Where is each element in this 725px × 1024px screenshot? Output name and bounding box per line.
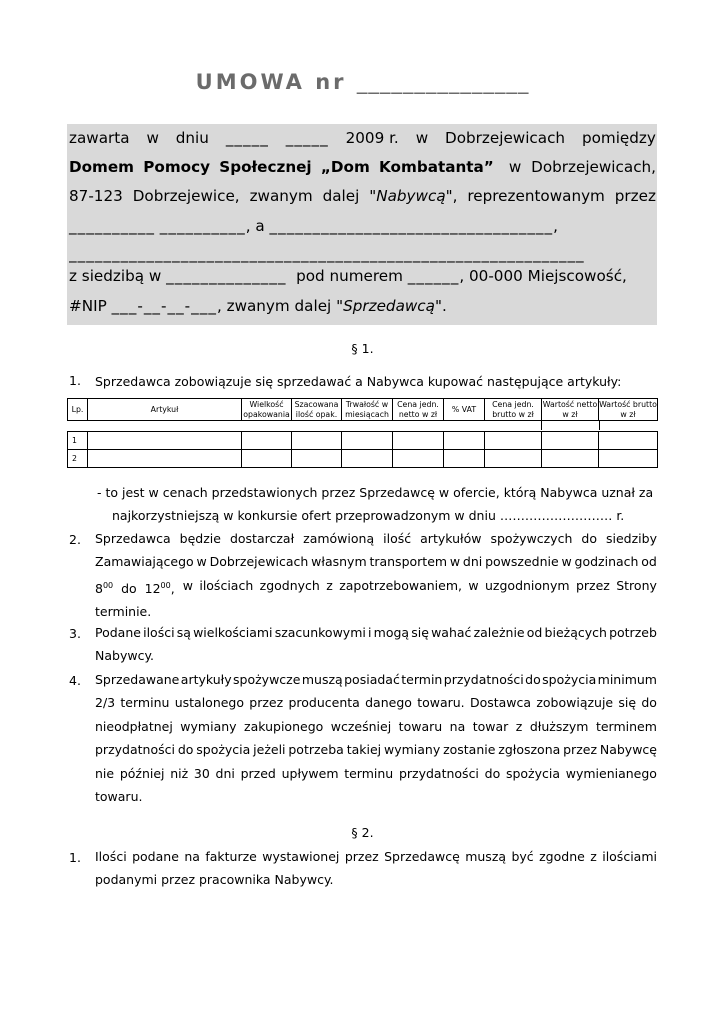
item-4-word: upływem	[281, 765, 339, 781]
item-4-line	[95, 691, 657, 714]
item-4-word: zostanie	[443, 742, 496, 758]
unit-net-price-cell[interactable]	[393, 450, 444, 468]
item-3-word: wielkościami	[193, 625, 273, 640]
intro-line-1-word: w	[415, 129, 429, 147]
item-4-word: 30	[193, 765, 210, 781]
item-4-word: do	[484, 765, 501, 781]
intro-line-1-word: dniu	[175, 129, 209, 147]
row-lp: 1	[68, 432, 88, 450]
intro-line-3-word: "Nabywcą",	[369, 187, 458, 205]
seller-name-blank: _________________________________	[269, 217, 554, 235]
item-2-word: uzgodnionym	[485, 577, 570, 593]
item-4-word: takiej	[346, 742, 382, 758]
intro-line-3-word: reprezentowanym	[467, 187, 605, 205]
unit-gross-price-cell[interactable]	[485, 432, 542, 450]
intro-line-1-word: zawarta	[69, 129, 130, 147]
row-lp: 2	[68, 450, 88, 468]
item-4-word: 2/3	[95, 695, 116, 711]
item-4-word: przed	[240, 765, 276, 781]
item-2-last: terminie.	[95, 604, 152, 620]
table-row	[68, 432, 658, 450]
s2-item-1-word: zgodne	[539, 849, 585, 864]
s2-item-1-word: Ilości	[95, 849, 127, 864]
item-2-line-3-rest	[183, 574, 657, 601]
item-2-line	[95, 574, 657, 601]
item-3-word: wahać	[431, 625, 472, 640]
s2-item-1-word: Sprzedawcę	[384, 849, 460, 864]
s2-item-1-word: wystawionej	[262, 849, 340, 864]
header-net-value: Wartość netto w zł	[542, 399, 598, 419]
item-4-word: towaru	[398, 718, 443, 734]
item-4-word: terminem	[595, 718, 657, 734]
estimated-qty-cell[interactable]	[292, 450, 342, 468]
item-4-line	[95, 668, 657, 691]
intro-line-1-word: _____	[225, 129, 269, 147]
nip-label: #NIP	[69, 297, 107, 315]
item-2-word: artykułów	[420, 531, 482, 546]
item-3-word: potrzeb	[609, 625, 657, 640]
unit-net-price-cell[interactable]	[393, 432, 444, 450]
item-4-word: terminu	[344, 765, 394, 781]
seller-alias: Sprzedawcą	[343, 297, 435, 315]
table-row	[68, 450, 658, 468]
item-4-word: wymiany	[180, 718, 237, 734]
article-cell[interactable]	[88, 450, 242, 468]
item-4-word: wymiany	[383, 742, 441, 758]
header-gross-value: Wartość brutto w zł	[599, 399, 657, 419]
price-note-text-2: najkorzystniejszą w konkursie ofert przeprowadzonym w dniu ……………………… r.	[112, 508, 625, 524]
vat-cell[interactable]	[444, 432, 485, 450]
item-2-word: w	[561, 554, 572, 570]
article-cell[interactable]	[88, 432, 242, 450]
item-4-word: zobowiązuje	[536, 695, 614, 711]
delivery-hours: $8^{00}$ do $12^{00}$,	[95, 580, 175, 596]
item-4-word: przez	[563, 742, 598, 758]
s2-item-1-word: podane	[132, 849, 179, 864]
item-4-word: potrzeba	[288, 742, 344, 758]
item-2-word: od	[641, 554, 657, 570]
intro-line-6	[69, 266, 656, 286]
item-2-word: w	[182, 577, 193, 593]
intro-line-1-word: _____	[285, 129, 329, 147]
s2-item-1-last: podanymi przez pracownika Nabywcy.	[95, 872, 334, 888]
header-shelf-life: Trwałość w miesiącach	[342, 399, 393, 421]
item-3-word: się	[411, 625, 429, 640]
item-4-word: do	[525, 672, 541, 687]
item-2-word: godzinach	[574, 554, 639, 570]
item-2-word: zamówioną	[303, 531, 375, 546]
s2-item-1-line	[95, 868, 657, 891]
item-4-word: później	[119, 765, 165, 781]
net-value-cell[interactable]	[542, 450, 599, 468]
title-text: UMOWA nr	[195, 70, 347, 94]
header-estimated-qty: Szacowana ilość opak.	[292, 399, 342, 421]
intro-line-3-word: przez	[614, 187, 656, 205]
intro-line-3-word: Dobrzejewice,	[132, 187, 240, 205]
s2-item-1-text	[95, 845, 657, 892]
item-3-line	[95, 644, 657, 667]
item-4-word: spożycia	[542, 672, 597, 687]
item-4-word: dłuższym	[529, 718, 589, 734]
item-4-number: 4.	[69, 673, 81, 688]
price-note-line-1	[97, 481, 657, 504]
line4-comma: ,	[553, 217, 558, 235]
item-4-word: z	[515, 718, 523, 734]
item-2-word: w	[449, 554, 461, 570]
item-4-word: jeżeli	[253, 742, 286, 758]
shelf-life-cell[interactable]	[342, 450, 393, 468]
item-4-word: muszą	[301, 672, 343, 687]
header-vat: % VAT	[444, 399, 485, 421]
item-4-word: zakupionego	[244, 718, 324, 734]
item-4-word: nieodpłatnej	[95, 718, 173, 734]
s2-item-1-word: być	[511, 849, 534, 864]
item-2-word: w	[468, 577, 479, 593]
title-number-blank: _______________	[356, 70, 530, 94]
gross-value-cell[interactable]	[599, 432, 658, 450]
item-3-word: ilości	[143, 625, 175, 640]
item-4-word: spożywcze	[233, 672, 301, 687]
item-1-text: Sprzedawca zobowiązuje się sprzedawać a Nabywca kupować następujące artykuły:	[95, 374, 622, 389]
item-4-word: na	[449, 718, 466, 734]
intro-line-1-word: w	[146, 129, 159, 147]
item-3-word: mogą	[373, 625, 410, 640]
item-4-word: minimum	[597, 672, 657, 687]
item-2-line	[95, 550, 657, 573]
unit-gross-price-cell[interactable]	[485, 450, 542, 468]
item-2-word: dni	[462, 554, 483, 570]
net-value-cell[interactable]	[542, 432, 599, 450]
hour-to-minutes: 00	[160, 580, 171, 590]
item-4-word: Nabywcę	[599, 742, 657, 758]
header-unit-net-price: Cena jedn. netto w zł	[393, 399, 444, 421]
estimated-qty-cell[interactable]	[292, 432, 342, 450]
item-4-word: spożycia	[505, 765, 561, 781]
item-4-word: ustalonego	[174, 695, 245, 711]
number-blank: ______	[407, 267, 460, 285]
conjunction-a: , a	[245, 217, 265, 235]
item-4-word: termin	[401, 672, 443, 687]
item-2-word: Zamawiającego	[95, 554, 194, 570]
item-4-word: Dostawca	[469, 695, 532, 711]
item-4-word: towar	[472, 718, 509, 734]
item-4-word: posiadać	[344, 672, 400, 687]
intro-line-1-word: pomiędzy	[581, 129, 656, 147]
price-note	[97, 481, 657, 528]
item-2-word: do	[581, 531, 597, 546]
item-3-word: szacunkowymi	[274, 625, 366, 640]
header-article: Artykuł	[88, 399, 242, 421]
item-2-word: transportem	[369, 554, 448, 570]
item-2-word: dostarczał	[229, 531, 295, 546]
item-4-word: danego	[365, 695, 412, 711]
intro-line-1	[69, 128, 656, 148]
item-2-word: będzie	[179, 531, 221, 546]
item-2-word: Sprzedawca	[95, 531, 171, 546]
intro-line-2	[69, 157, 656, 177]
vat-cell[interactable]	[444, 450, 485, 468]
intro-line-3-word: zwanym	[249, 187, 313, 205]
item-2-word: ilościach	[199, 577, 254, 593]
s2-item-1-line	[95, 845, 657, 868]
intro-line-3-word: dalej	[322, 187, 360, 205]
intro-line-1-word: 2009 r.	[345, 129, 399, 147]
header-gap-cell	[541, 420, 600, 430]
seller-name-blank-line: ____________________________________________________________	[69, 245, 585, 263]
hour-from: 8	[95, 580, 103, 596]
item-4-line	[95, 785, 657, 808]
hour-from-minutes: 00	[102, 580, 114, 590]
item-4-word: producenta	[288, 695, 360, 711]
item-4-word: przydatności	[443, 672, 524, 687]
item-2-word: z	[326, 577, 333, 593]
item-2-word: zapotrzebowaniem,	[339, 577, 462, 593]
section-2-heading: § 2.	[351, 825, 374, 840]
articles-table-header	[67, 398, 658, 421]
item-3-word: i	[368, 625, 372, 640]
item-4-word: terminu	[120, 695, 170, 711]
gross-value-cell[interactable]	[599, 450, 658, 468]
item-4-word: spożycia	[196, 742, 251, 758]
s2-item-1-word: przez	[344, 849, 379, 864]
item-4-word: wcześniej	[330, 718, 392, 734]
item-3-last: Nabywcy.	[95, 648, 155, 664]
intro-line-7	[69, 296, 656, 316]
buyer-name: Domem Pomocy Społecznej „Dom Kombatanta”	[69, 158, 494, 176]
item-4-line	[95, 762, 657, 785]
item-4-word: towaru.	[417, 695, 465, 711]
articles-table-body	[67, 431, 658, 468]
item-4-word: się	[618, 695, 637, 711]
item-4-line	[95, 715, 657, 738]
price-note-line-2	[97, 504, 657, 527]
header-package-size: Wielkość opakowania	[243, 399, 290, 419]
item-2-word: powszednie	[485, 554, 559, 570]
intro-line-1-word: Dobrzejewicach	[445, 129, 566, 147]
item-3-word: Podane	[95, 625, 141, 640]
item-3-word: bieżących	[544, 625, 607, 640]
section-1-heading: § 1.	[351, 341, 374, 356]
item-4-word: artykuły	[180, 672, 232, 687]
item-4-word: przez	[249, 695, 284, 711]
price-note-text-1: - to jest w cenach przedstawionych przez Sprzedawcę w ofercie, którą Nabywca uznał za	[97, 485, 654, 500]
item-4-word: przydatności	[398, 765, 479, 781]
item-3-word: od	[526, 625, 543, 640]
seat-label: z siedzibą w	[69, 267, 162, 285]
item-4-word: przydatności	[95, 742, 175, 758]
item-4-word: nie	[95, 765, 115, 781]
item-2-word: siedziby	[606, 531, 657, 546]
seller-alias-suffix: ".	[434, 297, 447, 315]
s2-item-1-word: ilościami	[602, 849, 657, 864]
intro-line-4	[69, 216, 656, 236]
header-unit-gross-price: Cena jedn. brutto w zł	[485, 399, 542, 421]
item-4-text	[95, 668, 657, 808]
shelf-life-cell[interactable]	[342, 432, 393, 450]
item-4-word: wymienianego	[565, 765, 657, 781]
item-4-word: do	[641, 695, 657, 711]
seller-alias-prefix: , zwanym dalej "	[216, 297, 344, 315]
header-lp: Lp.	[68, 399, 88, 421]
item-3-number: 3.	[69, 626, 81, 641]
seat-blank: ______________	[166, 267, 287, 285]
s2-item-1-word: na	[184, 849, 200, 864]
item-4-word: dni	[215, 765, 235, 781]
item-2-word: zgodnych	[259, 577, 320, 593]
item-2-number: 2.	[69, 532, 81, 547]
item-2-word: w	[196, 554, 207, 570]
item-3-word: zależnie	[473, 625, 525, 640]
item-3-word: są	[176, 625, 191, 640]
item-2-word: Dobrzejewicach	[209, 554, 309, 570]
number-label: pod numerem	[296, 267, 403, 285]
nip-blank: ___-__-__-___	[111, 297, 217, 315]
item-4-last: towaru.	[95, 789, 143, 805]
item-2-text	[95, 527, 657, 624]
s2-item-1-word: muszą	[465, 849, 507, 864]
item-2-word: ilość	[383, 531, 412, 546]
item-4-word: zgłoszona	[498, 742, 561, 758]
item-3-line	[95, 621, 657, 644]
item-1-number: 1.	[69, 373, 81, 388]
item-4-line	[95, 738, 657, 761]
item-2-word: własnym	[311, 554, 367, 570]
package-size-cell[interactable]	[242, 432, 292, 450]
hour-to-word: do	[121, 580, 137, 596]
s2-item-1-word: fakturze	[205, 849, 257, 864]
item-2-word: spożywczych	[490, 531, 573, 546]
s2-item-1-number: 1.	[69, 850, 81, 865]
hour-to: 12	[144, 580, 161, 596]
item-2-word: przez	[575, 577, 610, 593]
item-2-line	[95, 527, 657, 550]
buyer-location: w Dobrzejewicach,	[508, 158, 656, 176]
representative-blank-2: __________	[159, 217, 246, 235]
item-4-word: Sprzedawane	[95, 672, 180, 687]
intro-line-3-word: 87-123	[69, 187, 123, 205]
s2-item-1-word: z	[590, 849, 597, 864]
item-3-text	[95, 621, 657, 668]
item-2-word: Strony	[616, 577, 657, 593]
intro-line-3	[69, 186, 656, 206]
representative-blank-1: __________	[69, 217, 155, 235]
postal-city: , 00-000 Miejscowość,	[459, 267, 627, 285]
document-title	[0, 70, 725, 94]
package-size-cell[interactable]	[242, 450, 292, 468]
item-4-word: niż	[170, 765, 189, 781]
item-4-word: do	[177, 742, 194, 758]
